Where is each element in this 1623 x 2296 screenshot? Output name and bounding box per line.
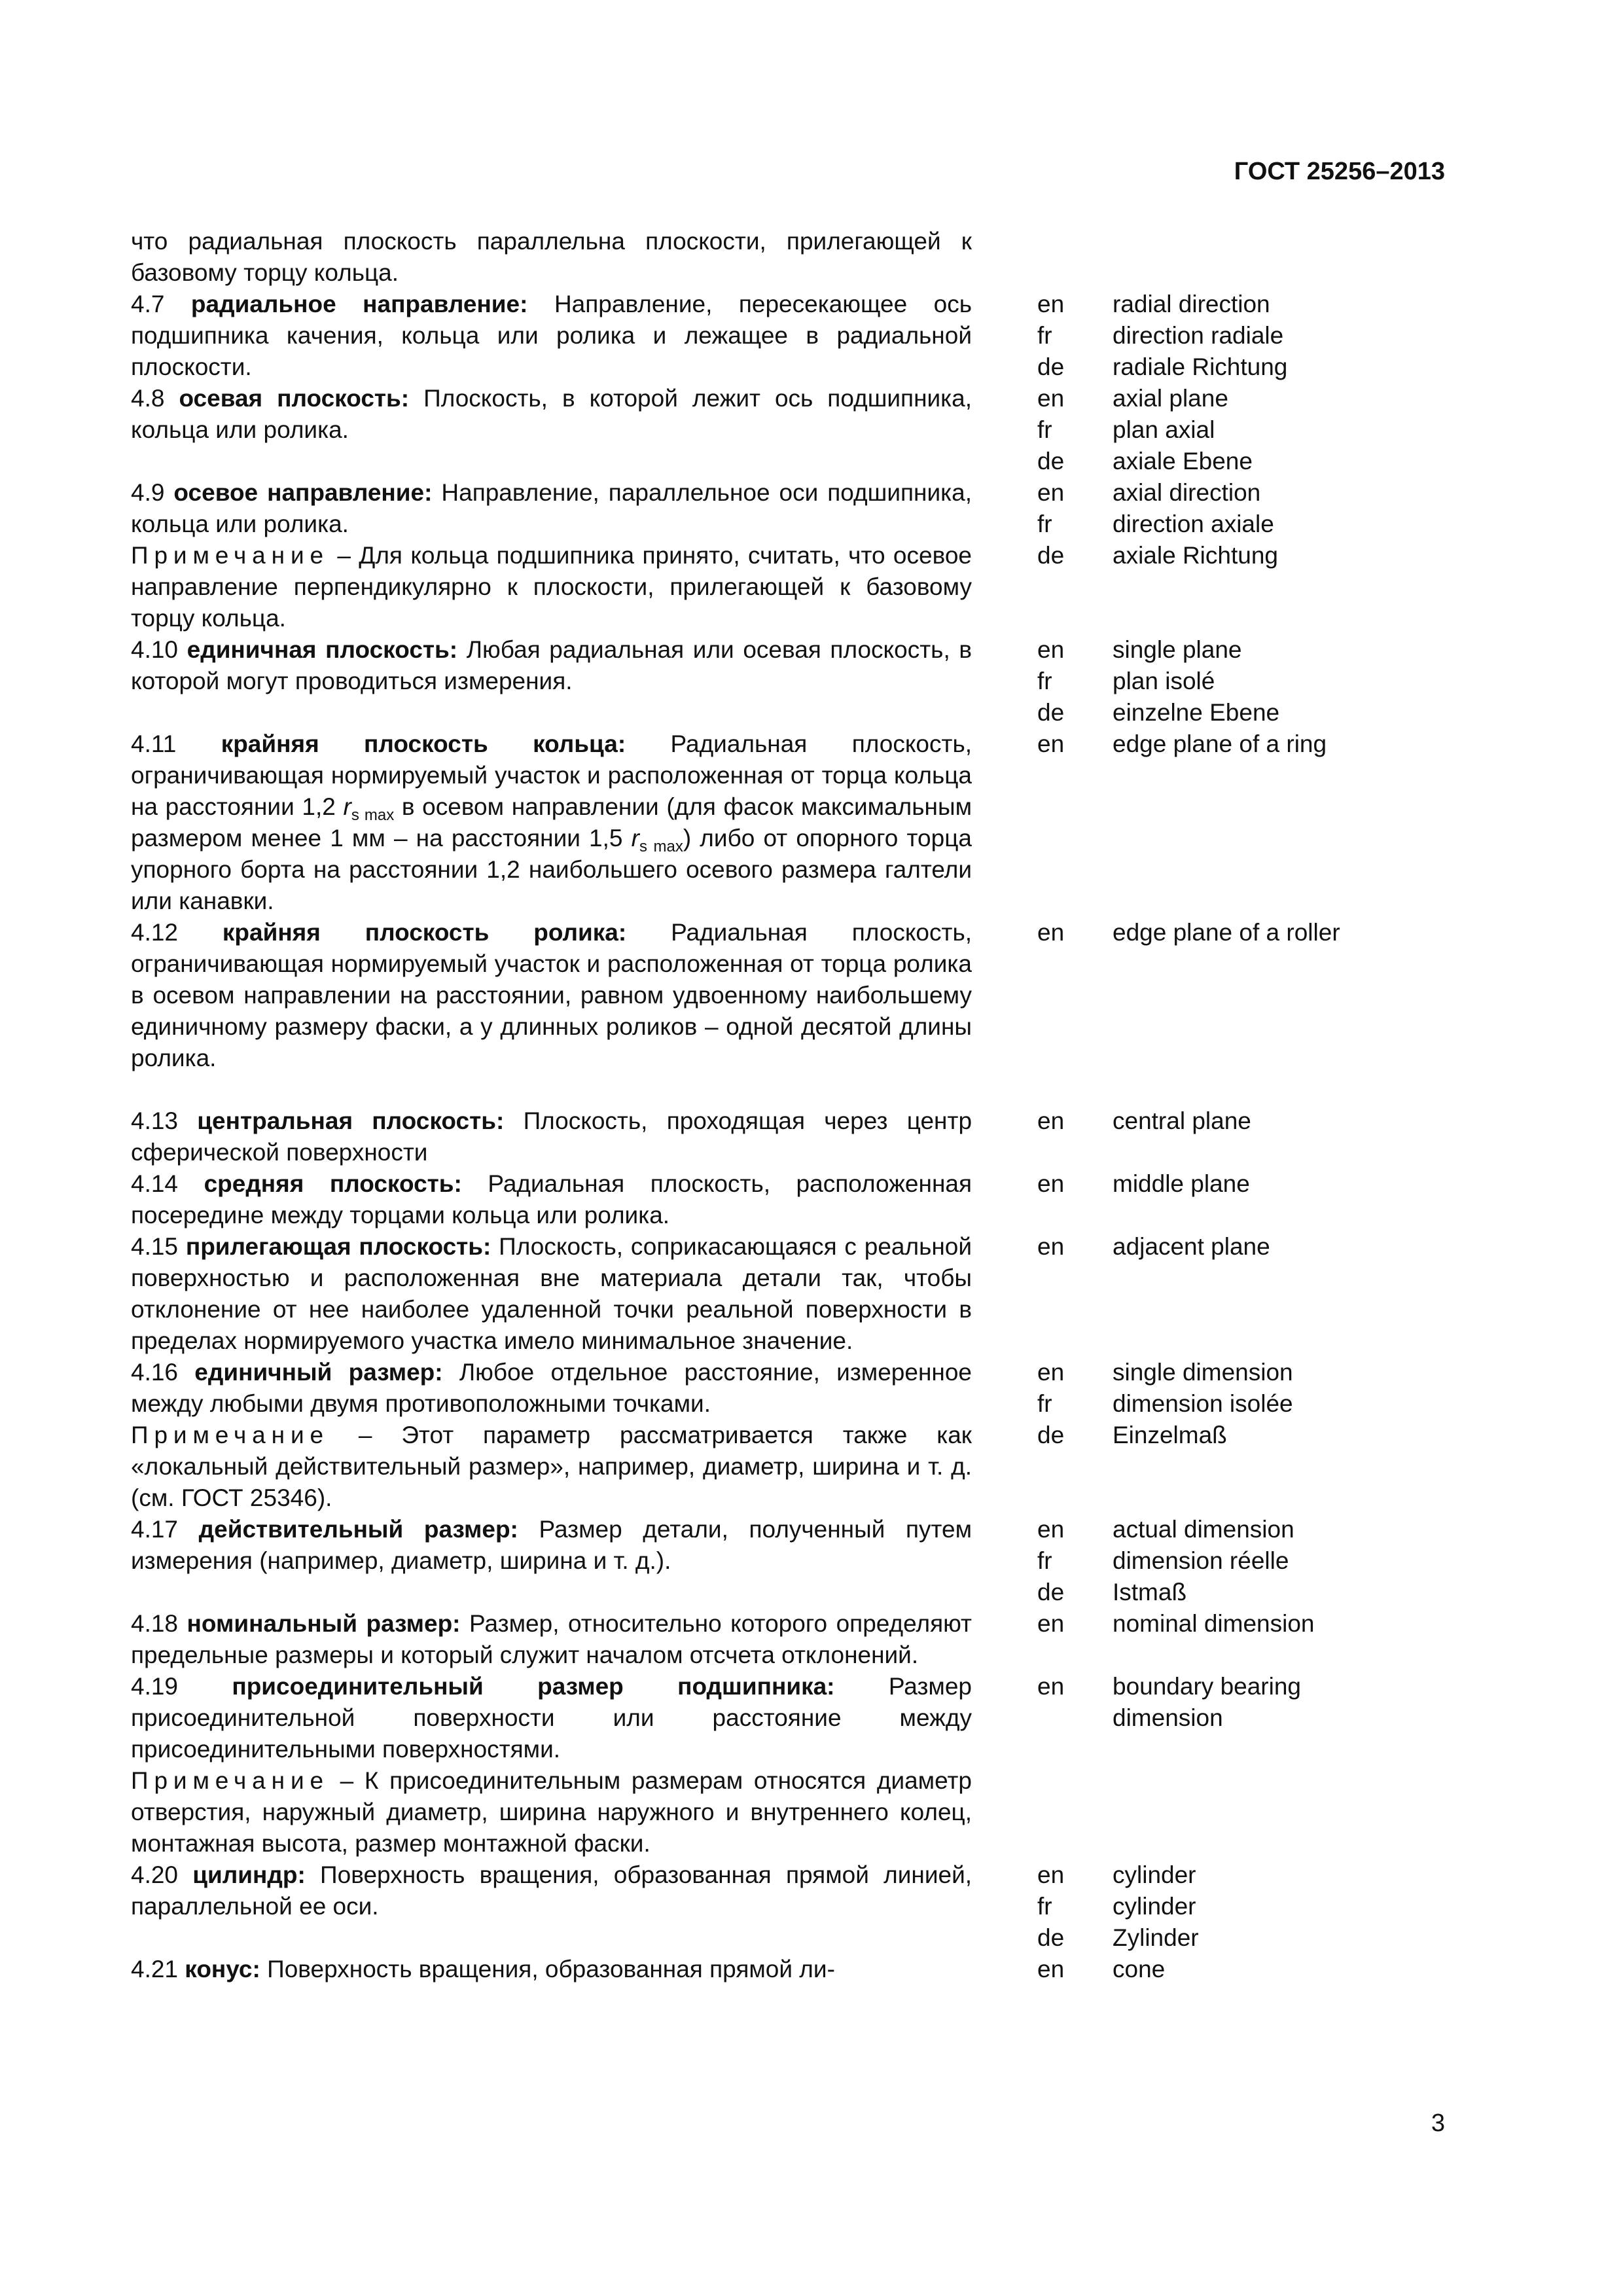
lang-code: en — [1037, 385, 1065, 412]
term-number: 4.19 — [131, 1673, 179, 1700]
term-name: номинальный размер: — [187, 1610, 461, 1637]
lang-code: fr — [1037, 416, 1052, 443]
term-entry — [131, 1357, 1472, 1514]
lang-code: fr — [1037, 668, 1052, 694]
lang-code: en — [1037, 730, 1065, 757]
term-entry — [131, 728, 1472, 917]
foreign-term: cylinder — [1113, 1861, 1196, 1888]
term-definition — [131, 477, 972, 540]
lang-code: en — [1037, 1170, 1065, 1197]
foreign-term: direction axiale — [1113, 511, 1274, 537]
term-entry — [131, 1954, 1472, 1985]
term-entry — [131, 1105, 1472, 1168]
term-number: 4.8 — [131, 385, 165, 412]
page-number: 3 — [1431, 2109, 1445, 2137]
term-def: ) либо от опорного торца упорного борта на расстоянии 1,2 наибольшего осевого размера галтели или канавки. — [131, 825, 972, 914]
term-name: присоединительный размер подшипника: — [232, 1673, 835, 1700]
term-name: конус: — [185, 1956, 260, 1982]
foreign-term: plan axial — [1113, 416, 1215, 443]
term-def: Радиальная плоскость, ограничивающая нормируемый участок и расположенная от торца ролика в осевом направлении на расстоянии, равном удвоенному наибольшему единичному размеру фаски, а у длинных роликов – одной десятой длины ролика. — [131, 919, 972, 1071]
foreign-term: dimension réelle — [1113, 1547, 1289, 1574]
radius-subscript: s max — [639, 838, 683, 855]
lang-code: en — [1037, 1359, 1065, 1386]
term-note — [131, 1765, 972, 1859]
term-def: Размер детали, полученный путем измерения (например, диаметр, ширина и т. д.). — [131, 1516, 972, 1574]
term-number: 4.16 — [131, 1359, 179, 1386]
foreign-term: single dimension — [1113, 1359, 1293, 1386]
radius-subscript: s max — [351, 806, 395, 824]
term-def: Радиальная плоскость, расположенная посередине между торцами кольца или ролика. — [131, 1170, 972, 1229]
term-entry — [131, 1168, 1472, 1231]
lang-code: en — [1037, 1956, 1065, 1982]
lang-code: de — [1037, 1422, 1065, 1448]
foreign-term: axiale Ebene — [1113, 448, 1253, 475]
term-definition — [131, 1357, 972, 1420]
note-label: Примечание — [131, 542, 329, 569]
lang-code: fr — [1037, 511, 1052, 537]
lang-code: en — [1037, 479, 1065, 506]
term-entry — [131, 1671, 1472, 1859]
term-number: 4.17 — [131, 1516, 179, 1543]
term-name: прилегающая плоскость: — [185, 1233, 491, 1260]
term-definition — [131, 728, 972, 917]
lang-code: de — [1037, 353, 1065, 380]
term-definition — [131, 634, 972, 697]
term-number: 4.21 — [131, 1956, 179, 1982]
note-text: – Этот параметр рассматривается также как «локальный действительный размер», например, диаметр, ширина и т. д. (см. ГОСТ 25346). — [131, 1422, 972, 1511]
term-entry — [131, 1859, 1472, 1954]
term-definition — [131, 1105, 972, 1168]
note-label: Примечание — [131, 1422, 329, 1448]
term-number: 4.11 — [131, 730, 177, 757]
lang-code: fr — [1037, 322, 1052, 349]
term-number: 4.14 — [131, 1170, 179, 1197]
term-entry — [131, 634, 1472, 728]
foreign-term: axial direction — [1113, 479, 1261, 506]
term-name: радиальное направление: — [190, 291, 528, 317]
term-def: Поверхность вращения, образованная прямой линией, параллельной ее оси. — [131, 1861, 972, 1920]
lang-code: en — [1037, 1233, 1065, 1260]
term-number: 4.9 — [131, 479, 165, 506]
term-name: крайняя плоскость ролика: — [222, 919, 627, 946]
term-name: осевая плоскость: — [179, 385, 410, 412]
term-definition — [131, 383, 972, 446]
lang-code: en — [1037, 1673, 1065, 1700]
foreign-term: radial direction — [1113, 291, 1270, 317]
term-def: Радиальная плоскость, ограничивающая нормируемый участок и расположенная от торца кольца на расстоянии 1,2 — [131, 730, 972, 820]
foreign-term: central plane — [1113, 1107, 1251, 1134]
term-def: Плоскость, проходящая через центр сферической поверхности — [131, 1107, 972, 1166]
foreign-term: Einzelmaß — [1113, 1422, 1227, 1448]
term-entry — [131, 289, 1472, 383]
foreign-term: einzelne Ebene — [1113, 699, 1280, 726]
term-definition — [131, 1514, 972, 1577]
term-number: 4.7 — [131, 291, 165, 317]
lang-code: de — [1037, 448, 1065, 475]
term-name: средняя плоскость: — [204, 1170, 462, 1197]
term-entry — [131, 383, 1472, 477]
term-definition — [131, 1231, 972, 1357]
term-entry — [131, 1514, 1472, 1608]
term-note — [131, 540, 972, 634]
lang-code: de — [1037, 699, 1065, 726]
lang-code: en — [1037, 919, 1065, 946]
term-definition — [131, 917, 972, 1074]
foreign-term: dimension isolée — [1113, 1390, 1293, 1417]
note-text: – Для кольца подшипника принято, считать, что осевое направление перпендикулярно к плоскости, прилегающей к базовому торцу кольца. — [131, 542, 972, 632]
term-def: Любое отдельное расстояние, измеренное между любыми двумя противоположными точками. — [131, 1359, 972, 1417]
lang-code: en — [1037, 1610, 1065, 1637]
lang-code: de — [1037, 1924, 1065, 1951]
lang-code: de — [1037, 1579, 1065, 1605]
foreign-term: adjacent plane — [1113, 1233, 1270, 1260]
term-number: 4.10 — [131, 636, 179, 663]
term-entry — [131, 1231, 1472, 1357]
foreign-term: boundary bearing dimension — [1113, 1673, 1301, 1731]
foreign-term: direction radiale — [1113, 322, 1284, 349]
foreign-term: nominal dimension — [1113, 1610, 1315, 1637]
term-number: 4.15 — [131, 1233, 179, 1260]
term-def: Направление, параллельное оси подшипника, кольца или ролика. — [131, 479, 972, 537]
term-number: 4.12 — [131, 919, 179, 946]
foreign-term: cone — [1113, 1956, 1166, 1982]
term-entry — [131, 1608, 1472, 1671]
foreign-term: plan isolé — [1113, 668, 1215, 694]
term-name: осевое направление: — [173, 479, 433, 506]
term-definition — [131, 1954, 972, 1985]
lang-code: en — [1037, 291, 1065, 317]
radius-symbol: r — [343, 793, 351, 820]
term-definition — [131, 1608, 972, 1671]
term-def: в осевом направлении (для фасок максимальным размером менее 1 мм – на расстоянии 1,5 — [131, 793, 972, 852]
foreign-term: radiale Richtung — [1113, 353, 1288, 380]
foreign-term: Istmaß — [1113, 1579, 1187, 1605]
intro-text: что радиальная плоскость параллельна плоскости, прилегающей к базовому торцу кольца. — [131, 228, 972, 286]
term-name: центральная плоскость: — [197, 1107, 505, 1134]
lang-code: fr — [1037, 1547, 1052, 1574]
foreign-term: axiale Richtung — [1113, 542, 1278, 569]
term-name: единичный размер: — [194, 1359, 443, 1386]
term-def: Размер, относительно которого определяют предельные размеры и который служит началом отсчета отклонений. — [131, 1610, 972, 1668]
term-name: действительный размер: — [198, 1516, 518, 1543]
term-name: крайняя плоскость кольца: — [221, 730, 626, 757]
lang-code: en — [1037, 1516, 1065, 1543]
term-def: Любая радиальная или осевая плоскость, в которой могут проводиться измерения. — [131, 636, 972, 694]
term-def: Размер присоединительной поверхности или расстояние между присоединительными поверхностями. — [131, 1673, 972, 1763]
lang-code: de — [1037, 542, 1065, 569]
document-header: ГОСТ 25256–2013 — [1234, 158, 1445, 185]
foreign-term: single plane — [1113, 636, 1242, 663]
term-definition — [131, 1671, 972, 1765]
term-number: 4.18 — [131, 1610, 179, 1637]
term-def: Плоскость, в которой лежит ось подшипника, кольца или ролика. — [131, 385, 972, 443]
term-def: Плоскость, соприкасающаяся с реальной поверхностью и расположенная вне материала детали так, чтобы отклонение от нее наиболее удаленной точки реальной поверхности в пределах нормируемого участка имело минимальное значение. — [131, 1233, 972, 1354]
intro-row — [131, 226, 1472, 289]
foreign-term: cylinder — [1113, 1893, 1196, 1920]
note-text: – К присоединительным размерам относятся диаметр отверстия, наружный диаметр, ширина наружного и внутреннего колец, монтажная высота, размер монтажной фаски. — [131, 1767, 972, 1857]
term-note — [131, 1420, 972, 1514]
note-label: Примечание — [131, 1767, 329, 1794]
radius-symbol: r — [631, 825, 639, 852]
lang-code: fr — [1037, 1893, 1052, 1920]
lang-code: fr — [1037, 1390, 1052, 1417]
term-number: 4.13 — [131, 1107, 179, 1134]
foreign-term: Zylinder — [1113, 1924, 1199, 1951]
foreign-term: edge plane of a ring — [1113, 730, 1327, 757]
term-number: 4.20 — [131, 1861, 179, 1888]
lang-code: en — [1037, 636, 1065, 663]
term-entry — [131, 477, 1472, 634]
term-name: цилиндр: — [192, 1861, 306, 1888]
term-definition — [131, 289, 972, 383]
lang-code: en — [1037, 1107, 1065, 1134]
foreign-term: actual dimension — [1113, 1516, 1294, 1543]
lang-code: en — [1037, 1861, 1065, 1888]
foreign-term: middle plane — [1113, 1170, 1250, 1197]
term-entry — [131, 917, 1472, 1074]
term-definition — [131, 1859, 972, 1922]
foreign-term: edge plane of a roller — [1113, 919, 1340, 946]
term-def: Направление, пересекающее ось подшипника качения, кольца или ролика и лежащее в радиальной плоскости. — [131, 291, 972, 380]
terms-content — [131, 226, 1472, 1985]
term-def: Поверхность вращения, образованная прямой ли- — [267, 1956, 835, 1982]
foreign-term: axial plane — [1113, 385, 1228, 412]
term-definition — [131, 1168, 972, 1231]
term-name: единичная плоскость: — [187, 636, 458, 663]
